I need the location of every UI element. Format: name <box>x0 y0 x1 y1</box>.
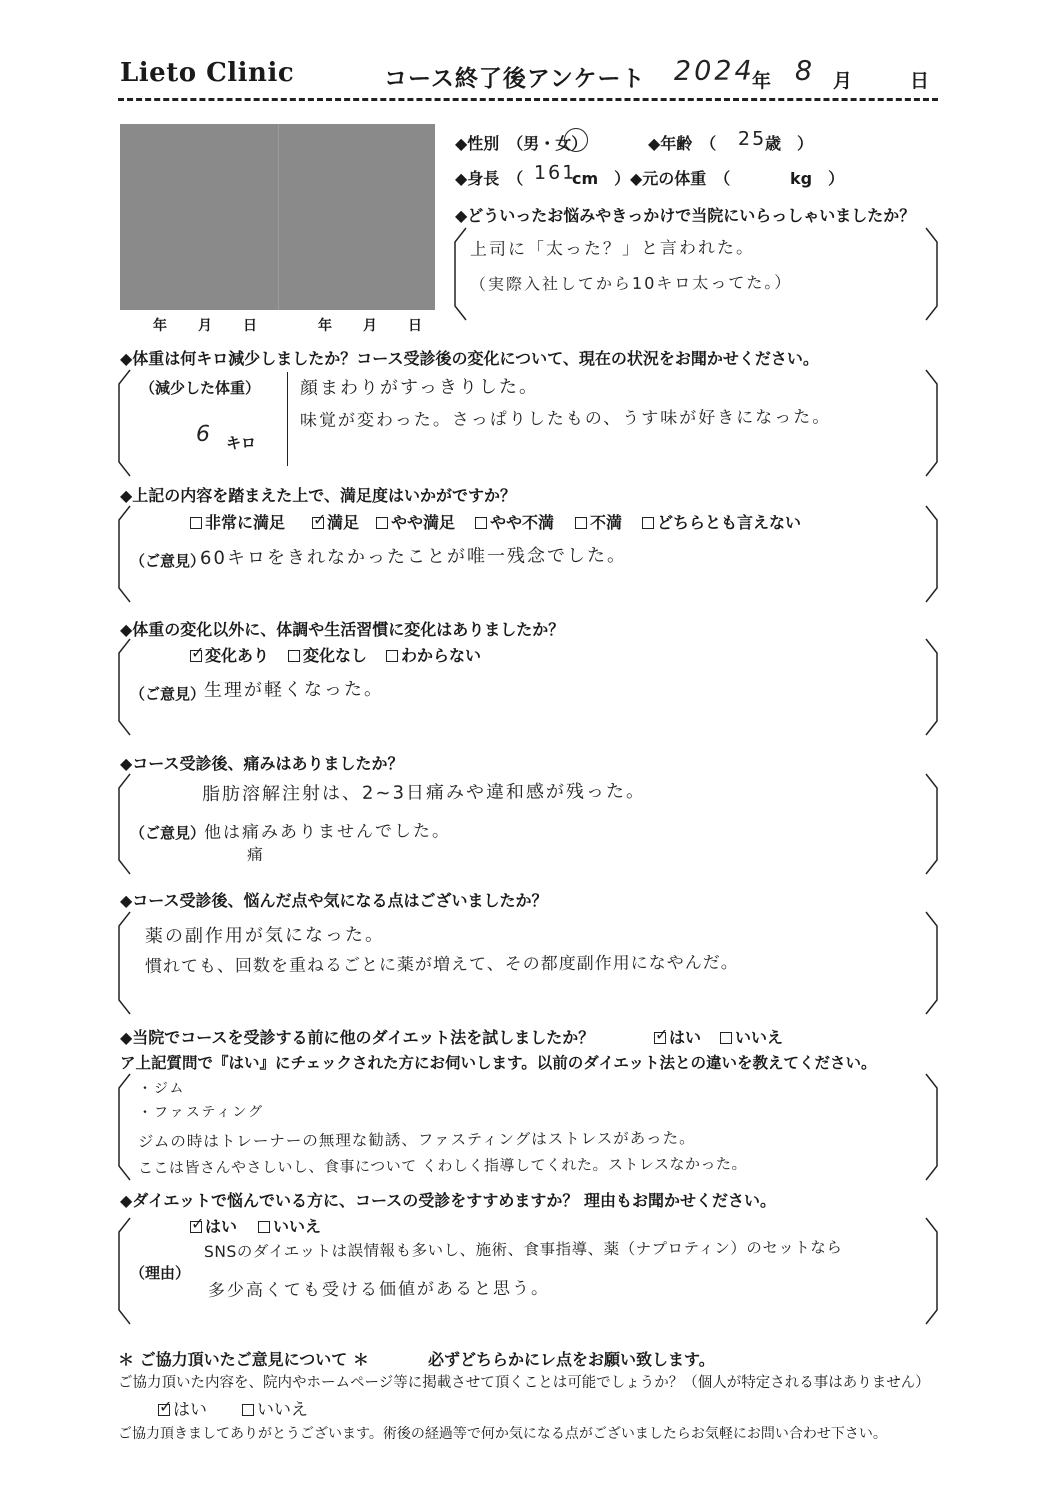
checked-checkbox-icon <box>654 1032 666 1044</box>
checkbox-icon <box>288 650 300 662</box>
checkbox-icon <box>242 1404 254 1416</box>
satisfaction-option-5[interactable]: どちらとも言えない <box>642 510 801 533</box>
checked-checkbox-icon <box>158 1404 170 1416</box>
pain-opinion-label: （ご意見） <box>130 824 206 842</box>
thanks-message: ご協力頂きましてありがとうございます。術後の経過等で何か気になる点がございましたらお気軽にお問い合わせ下さい。 <box>118 1426 887 1442</box>
pain-bracket-right <box>924 772 940 876</box>
satisfaction-option-3[interactable]: やや不満 <box>475 510 554 533</box>
reason-answer-line1: 上司に「太った？」と言われた。 <box>469 238 756 260</box>
age-value: 25 <box>737 127 767 150</box>
other-diet-answer-line2: ・ファスティング <box>137 1104 265 1121</box>
clinic-logo: Lieto Clinic <box>120 58 295 88</box>
consent-option-yes[interactable]: ✓はい <box>158 1395 207 1420</box>
checkbox-icon <box>720 1032 732 1044</box>
year-value: 2024 <box>673 55 755 87</box>
concerns-answer-line2: 慣れても、回数を重ねるごとに薬が増えて、その都度副作用になやんだ。 <box>144 952 739 977</box>
checkbox-icon <box>258 1221 270 1233</box>
other-diet-followup: ア上記質問で『はい』にチェックされた方にお伺いします。以前のダイエット法との違いを教えてください。 <box>120 1054 877 1072</box>
age-label: ◆年齢 （ <box>648 134 717 153</box>
weight-answer-line2: 味覚が変わった。さっぱりしたもの、うす味が好きになった。 <box>299 407 832 431</box>
lifestyle-option-2[interactable]: わからない <box>386 643 481 666</box>
after-photo-date: 年 月 日 <box>318 318 423 334</box>
recommend-answer-line2: 多少高くても受ける価値があると思う。 <box>207 1278 551 1301</box>
month-value: 8 <box>794 55 815 87</box>
lifestyle-bracket-right <box>924 637 940 737</box>
consent-heading: ＊ ご協力頂いたご意見について ＊ <box>118 1350 369 1369</box>
reason-answer-line2: （実際入社してから10キロ太ってた。） <box>469 272 793 294</box>
concerns-question: ◆コース受診後、悩んだ点や気になる点はございましたか？ <box>120 891 548 910</box>
after-photo <box>279 124 435 310</box>
checked-checkbox-icon <box>190 650 202 662</box>
height-label: ◆身長 （ <box>455 169 524 188</box>
consent-question: ご協力頂いた内容を、院内やホームページ等に掲載させて頂くことは可能でしょうか？（個人が特定される事はありません） <box>118 1375 930 1391</box>
satisfaction-option-1[interactable]: ✓ 満足 <box>312 510 359 533</box>
lifestyle-option-1[interactable]: 変化なし <box>288 643 367 666</box>
weight-change-question: ◆体重は何キロ減少しましたか？コース受診後の変化について、現在の状況をお聞かせください。 <box>120 349 819 368</box>
header-divider <box>118 98 938 101</box>
satisfaction-opinion: 60キロをきれなかったことが唯一残念でした。 <box>199 545 627 569</box>
pain-correction: 痛 <box>246 844 266 864</box>
pain-answer-line2: 他は痛みありませんでした。 <box>203 821 452 843</box>
checked-checkbox-icon <box>312 517 324 529</box>
other-diet-answer-line3: ジムの時はトレーナーの無理な勧誘、ファスティングはストレスがあった。 <box>137 1129 696 1151</box>
concerns-bracket-left <box>116 910 132 1016</box>
concerns-bracket-right <box>924 910 940 1016</box>
consent-option-no[interactable]: いいえ <box>242 1395 308 1420</box>
checkbox-icon <box>386 650 398 662</box>
age-unit: 歳 ） <box>765 134 814 153</box>
checked-checkbox-icon <box>190 1221 202 1233</box>
other-diet-option-no[interactable]: いいえ <box>720 1025 783 1048</box>
day-label: 日 <box>910 70 930 92</box>
checkbox-icon <box>575 517 587 529</box>
weight-divider <box>287 372 288 466</box>
weight-bracket-left <box>116 368 132 478</box>
reason-bracket-right <box>924 226 940 322</box>
consent-required-note: 必ずどちらかにレ点をお願い致します。 <box>428 1350 715 1369</box>
other-diet-bracket-left <box>116 1072 132 1182</box>
other-diet-answer-line1: ・ジム <box>137 1080 186 1097</box>
satisfaction-bracket-right <box>924 504 940 604</box>
lifestyle-opinion-label: （ご意見） <box>130 685 206 703</box>
checkbox-icon <box>475 517 487 529</box>
height-value: 161 <box>533 161 577 184</box>
reason-bracket-left <box>452 226 468 322</box>
photo-divider <box>278 124 279 310</box>
satisfaction-opinion-label: （ご意見） <box>130 552 206 570</box>
lifestyle-question: ◆体重の変化以外に、体調や生活習慣に変化はありましたか？ <box>120 620 565 639</box>
pain-answer-line1: 脂肪溶解注射は、2~3日痛みや違和感が残った。 <box>201 780 647 805</box>
other-diet-answer-line4: ここは皆さんやさしいし、食事について くわしく指導してくれた。ストレスなかった。 <box>137 1154 748 1177</box>
weight-bracket-right <box>924 368 940 478</box>
checkbox-icon <box>190 517 202 529</box>
checkbox-icon <box>376 517 388 529</box>
reason-question: ◆どういったお悩みやきっかけで当院にいらっしゃいましたか？ <box>455 206 916 225</box>
reduced-weight-unit: キロ <box>226 434 257 452</box>
reduced-weight-value: 6 <box>195 421 213 447</box>
recommend-option-yes[interactable]: ✓はい <box>190 1214 237 1237</box>
pain-question: ◆コース受診後、痛みはありましたか？ <box>120 754 404 773</box>
checkbox-icon <box>642 517 654 529</box>
other-diet-option-yes[interactable]: ✓ はい <box>654 1025 701 1048</box>
concerns-answer-line1: 薬の副作用が気になった。 <box>144 924 386 947</box>
recommend-option-no[interactable]: いいえ <box>258 1214 321 1237</box>
year-label: 年 <box>752 70 772 92</box>
recommend-answer-line1: SNSのダイエットは誤情報も多いし、施術、食事指導、薬（ナプロティン）のセットなら <box>203 1238 843 1261</box>
reduced-weight-label: （減少した体重） <box>140 379 261 397</box>
lifestyle-option-0[interactable]: ✓変化あり <box>190 643 269 666</box>
page-title: コース終了後アンケート <box>384 66 646 92</box>
satisfaction-option-0[interactable]: 非常に満足 <box>190 510 285 533</box>
weight-answer-line1: 顔まわりがすっきりした。 <box>299 376 539 399</box>
month-label: 月 <box>833 70 853 92</box>
other-diet-bracket-right <box>924 1072 940 1182</box>
satisfaction-option-2[interactable]: やや満足 <box>376 510 455 533</box>
recommend-reason-label: （理由） <box>130 1264 191 1282</box>
other-diet-question: ◆当院でコースを受診する前に他のダイエット法を試しましたか？ <box>120 1028 595 1047</box>
before-photo-date: 年 月 日 <box>153 318 258 334</box>
recommend-question: ◆ダイエットで悩んでいる方に、コースの受診をすすめますか？ 理由もお聞かせください。 <box>120 1191 776 1210</box>
satisfaction-question: ◆上記の内容を踏まえた上で、満足度はいかがですか？ <box>120 486 516 505</box>
gender-selected-circle <box>564 128 588 152</box>
height-unit: cm ） <box>572 169 631 188</box>
original-weight-label: ◆元の体重 （ <box>630 169 731 188</box>
satisfaction-option-4[interactable]: 不満 <box>575 510 622 533</box>
original-weight-unit: kg ） <box>790 169 845 188</box>
recommend-bracket-right <box>924 1216 940 1326</box>
before-photo <box>120 124 278 310</box>
gender-field: ◆性別 （男・女） <box>455 134 588 153</box>
lifestyle-opinion: 生理が軽くなった。 <box>203 678 385 701</box>
